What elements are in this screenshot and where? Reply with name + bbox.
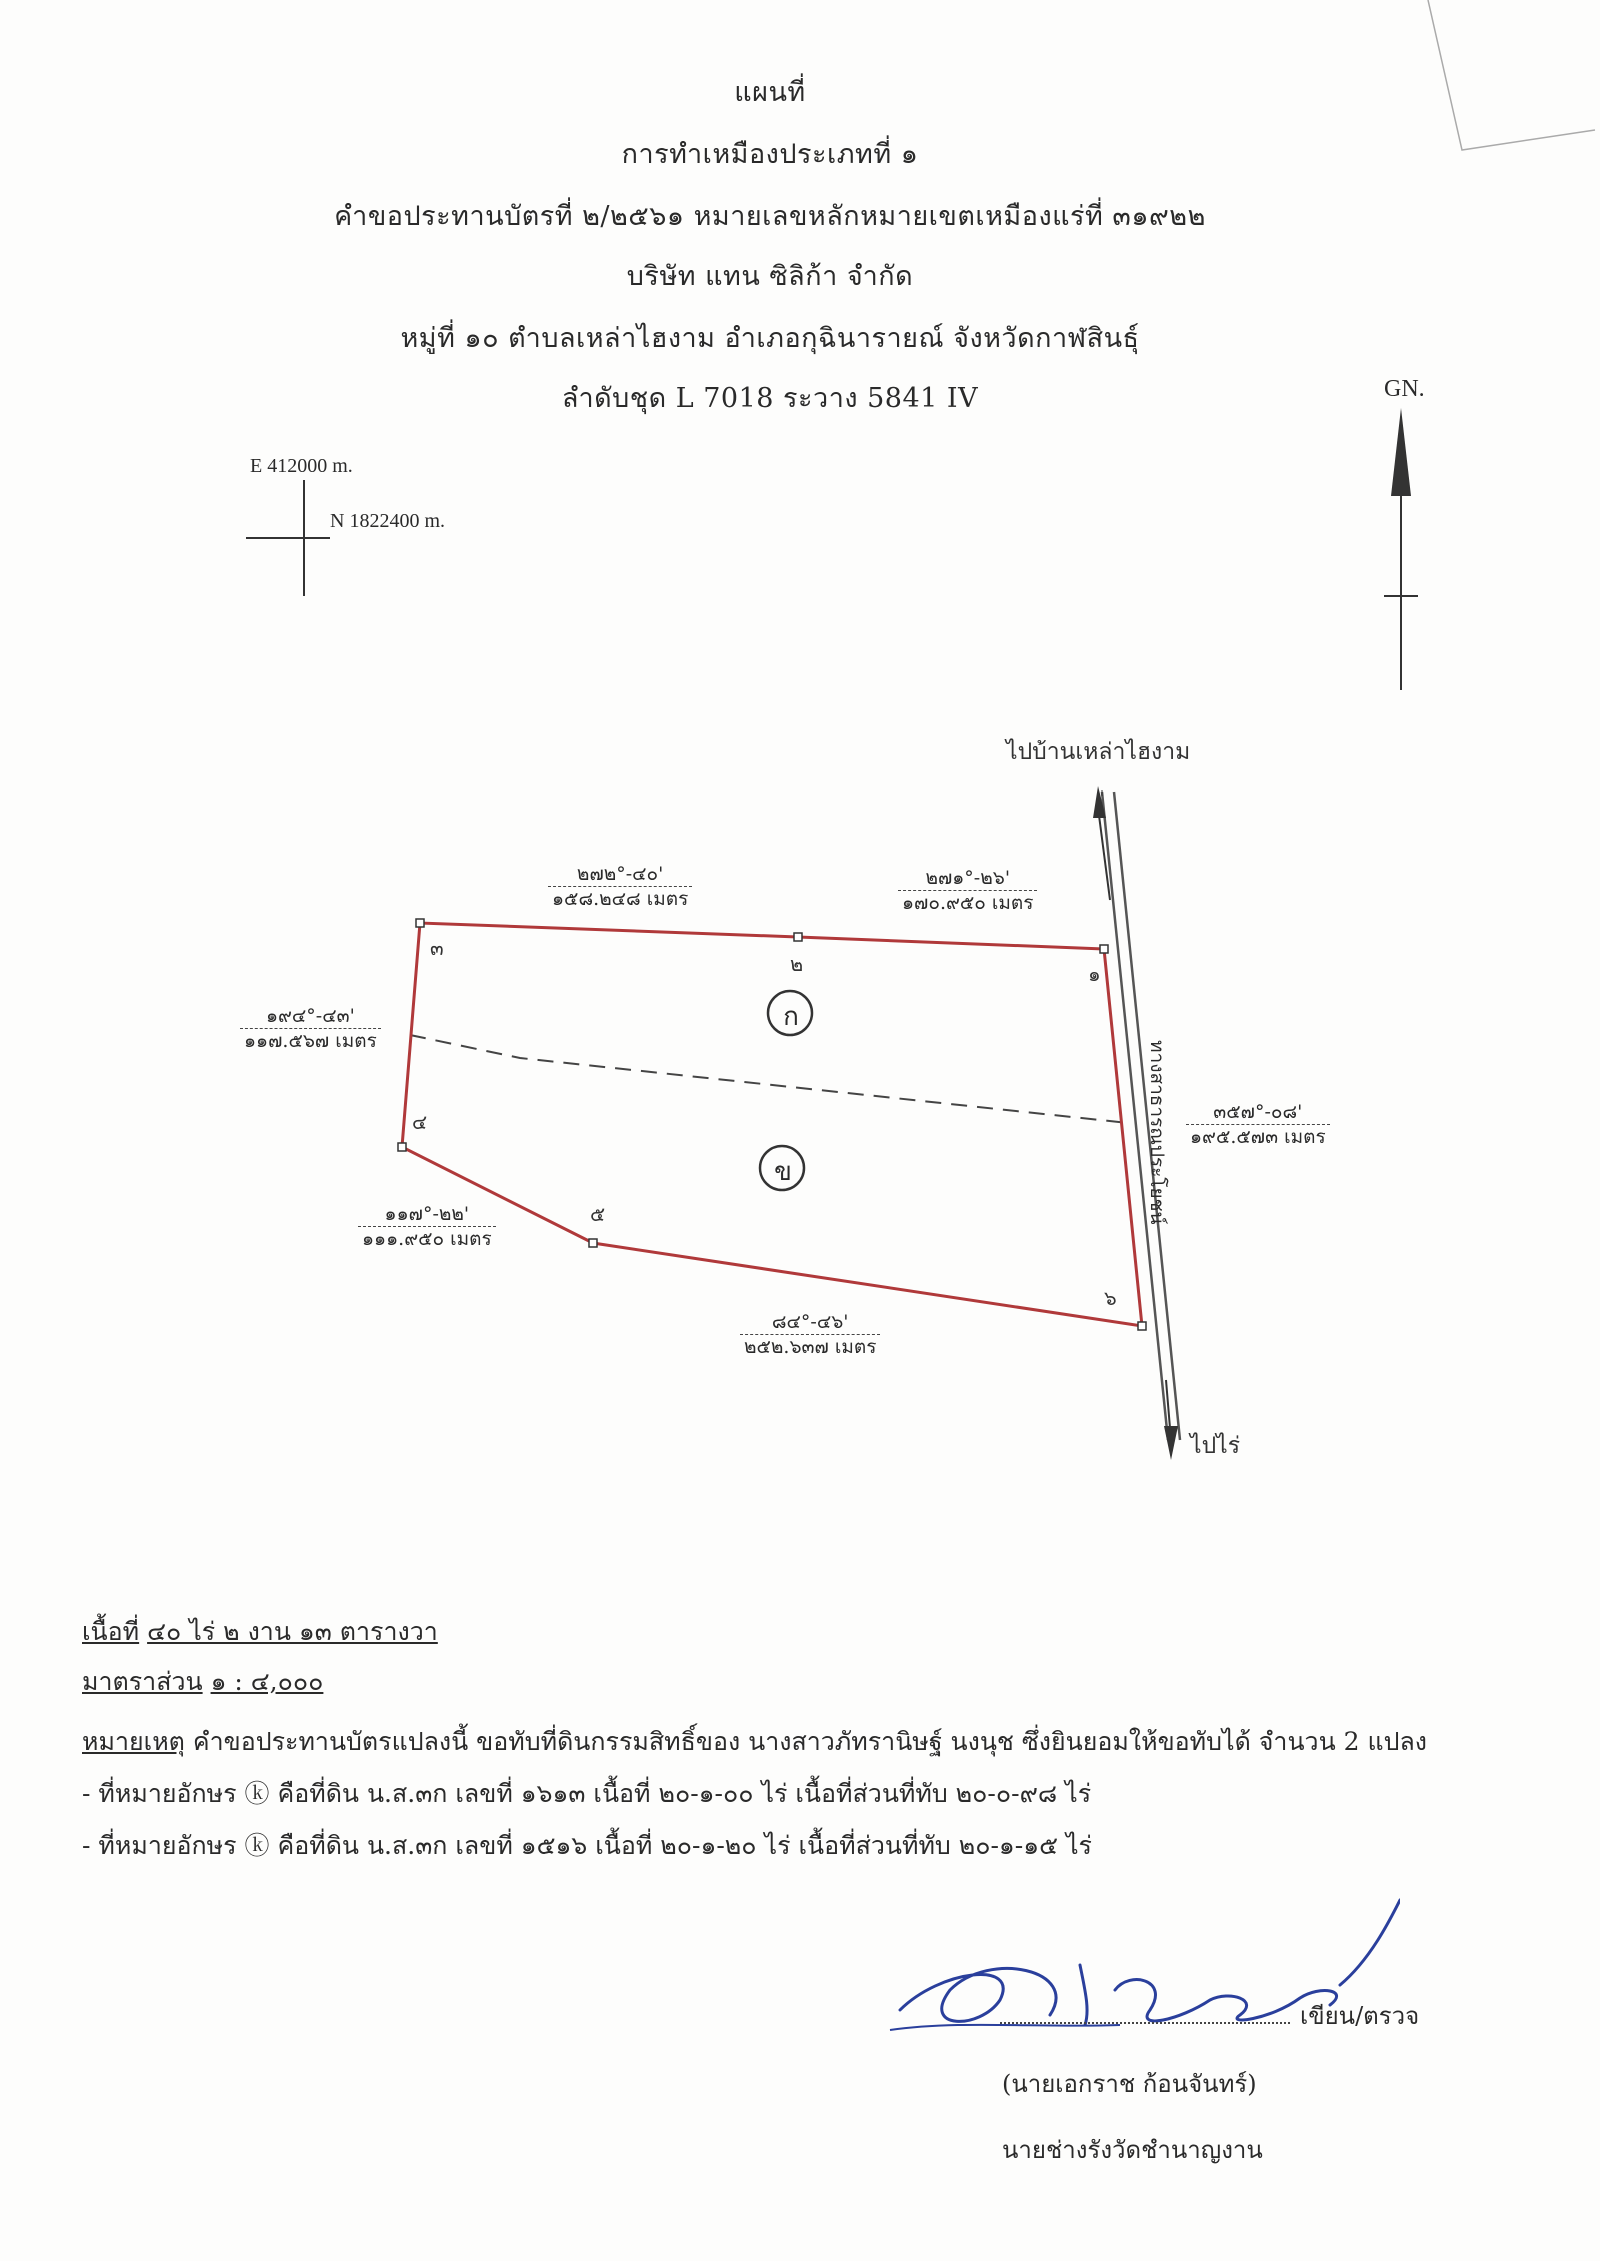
to-village-label: ไปบ้านเหล่าไฮงาม [1006,739,1191,765]
public-road-label: ทางสาธารณประโยชน์ [1146,1040,1168,1225]
map-series: ลำดับชุด L 7018 ระวาง 5841 IV [561,383,979,414]
remark-item-a: - ที่หมายอักษร ⓚ คือที่ดิน น.ส.๓ก เลขที่ ๑๖๑๓ เนื้อที่ ๒๐-๑-๐๐ ไร่ เนื้อที่ส่วนที่ทับ ๒๐-๐-๙๘ ไร่ [82,1779,1092,1808]
area-value: ๔๐ ไร่ ๒ งาน ๑๓ ตารางวา [147,1617,438,1646]
point-label-6: ๖ [1104,1286,1117,1310]
measure-p6-p5: ๘๔°-๔๖' ๒๕๒.๖๓๗ เมตร [740,1310,880,1359]
remark-item-b: - ที่หมายอักษร ⓚ คือที่ดิน น.ส.๓ก เลขที่ ๑๕๑๖ เนื้อที่ ๒๐-๑-๒๐ ไร่ เนื้อที่ส่วนที่ทับ ๒๐-๑-๑๕ ไร่ [82,1831,1092,1860]
easting-label: E 412000 m. [250,455,353,477]
scale-label: มาตราส่วน [82,1667,203,1696]
north-label: GN. [1384,376,1425,402]
remark-line [82,1720,1427,1764]
corner-marker [1138,1322,1146,1330]
point-label-1: ๑ [1088,962,1101,986]
scale-value: ๑ : ๔,๐๐๐ [210,1667,324,1696]
measure-p3-p2: ๒๗๒°-๔๐' ๑๕๘.๒๔๘ เมตร [548,862,692,911]
corner-marker [416,919,424,927]
point-label-3: ๓ [430,936,444,960]
measure-p4-p3: ๑๙๔°-๔๓' ๑๑๗.๕๖๗ เมตร [240,1004,381,1053]
remark-text: คำขอประทานบัตรแปลงนี้ ขอทับที่ดินกรรมสิทธิ์ของ นางสาวภัทรานิษฐ์ นงนุช ซึ่งยินยอมให้ขอทับได้ จำนวน 2 แปลง [192,1727,1427,1756]
point-label-2: ๒ [790,952,804,976]
signature-line [1000,2022,1290,2024]
signature-role: เขียน/ตรวจ [1300,2002,1420,2030]
measure-p2-p1: ๒๗๑°-๒๖' ๑๗๐.๙๕๐ เมตร [898,866,1037,915]
remark-label: หมายเหตุ [82,1727,185,1756]
corner-marker [794,933,802,941]
corner-marker [589,1239,597,1247]
measure-p5-p4: ๑๑๗°-๒๒' ๑๑๑.๙๕๐ เมตร [358,1202,496,1251]
point-label-5: ๕ [590,1202,606,1226]
location: หมู่ที่ ๑๐ ตำบลเหล่าไฮงาม อำเภอกุฉินารายณ์ จังหวัดกาฬสินธุ์ [400,323,1140,354]
point-label-4: ๔ [412,1110,428,1134]
northing-label: N 1822400 m. [330,510,445,532]
area-label: เนื้อที่ [82,1617,140,1646]
company-name: บริษัท แทน ซิลิก้า จำกัด [626,261,914,292]
measure-p1-p6: ๓๕๗°-๐๘' ๑๙๕.๕๗๓ เมตร [1186,1100,1330,1149]
signer-position: นายช่างรังวัดชำนาญงาน [1002,2136,1263,2164]
corner-marker [1100,945,1108,953]
area-line [82,1610,438,1654]
application-number: คำขอประทานบัตรที่ ๒/๒๕๖๑ หมายเลขหลักหมายเขตเหมืองแร่ที่ ๓๑๙๒๒ [334,201,1206,232]
parcel-boundary [402,923,1142,1326]
signer-name: (นายเอกราช ก้อนจันทร์) [1002,2070,1257,2098]
corner-marker [398,1143,406,1151]
map-title: แผนที่ [734,77,806,108]
mining-type: การทำเหมืองประเภทที่ ๑ [621,139,919,170]
parcel-b-letter: ข [774,1157,792,1187]
to-farm-label: ไปไร่ [1190,1433,1241,1459]
scale-line [82,1660,323,1704]
parcel-divider [410,1035,1128,1123]
parcel-a-letter: ก [783,1002,799,1032]
